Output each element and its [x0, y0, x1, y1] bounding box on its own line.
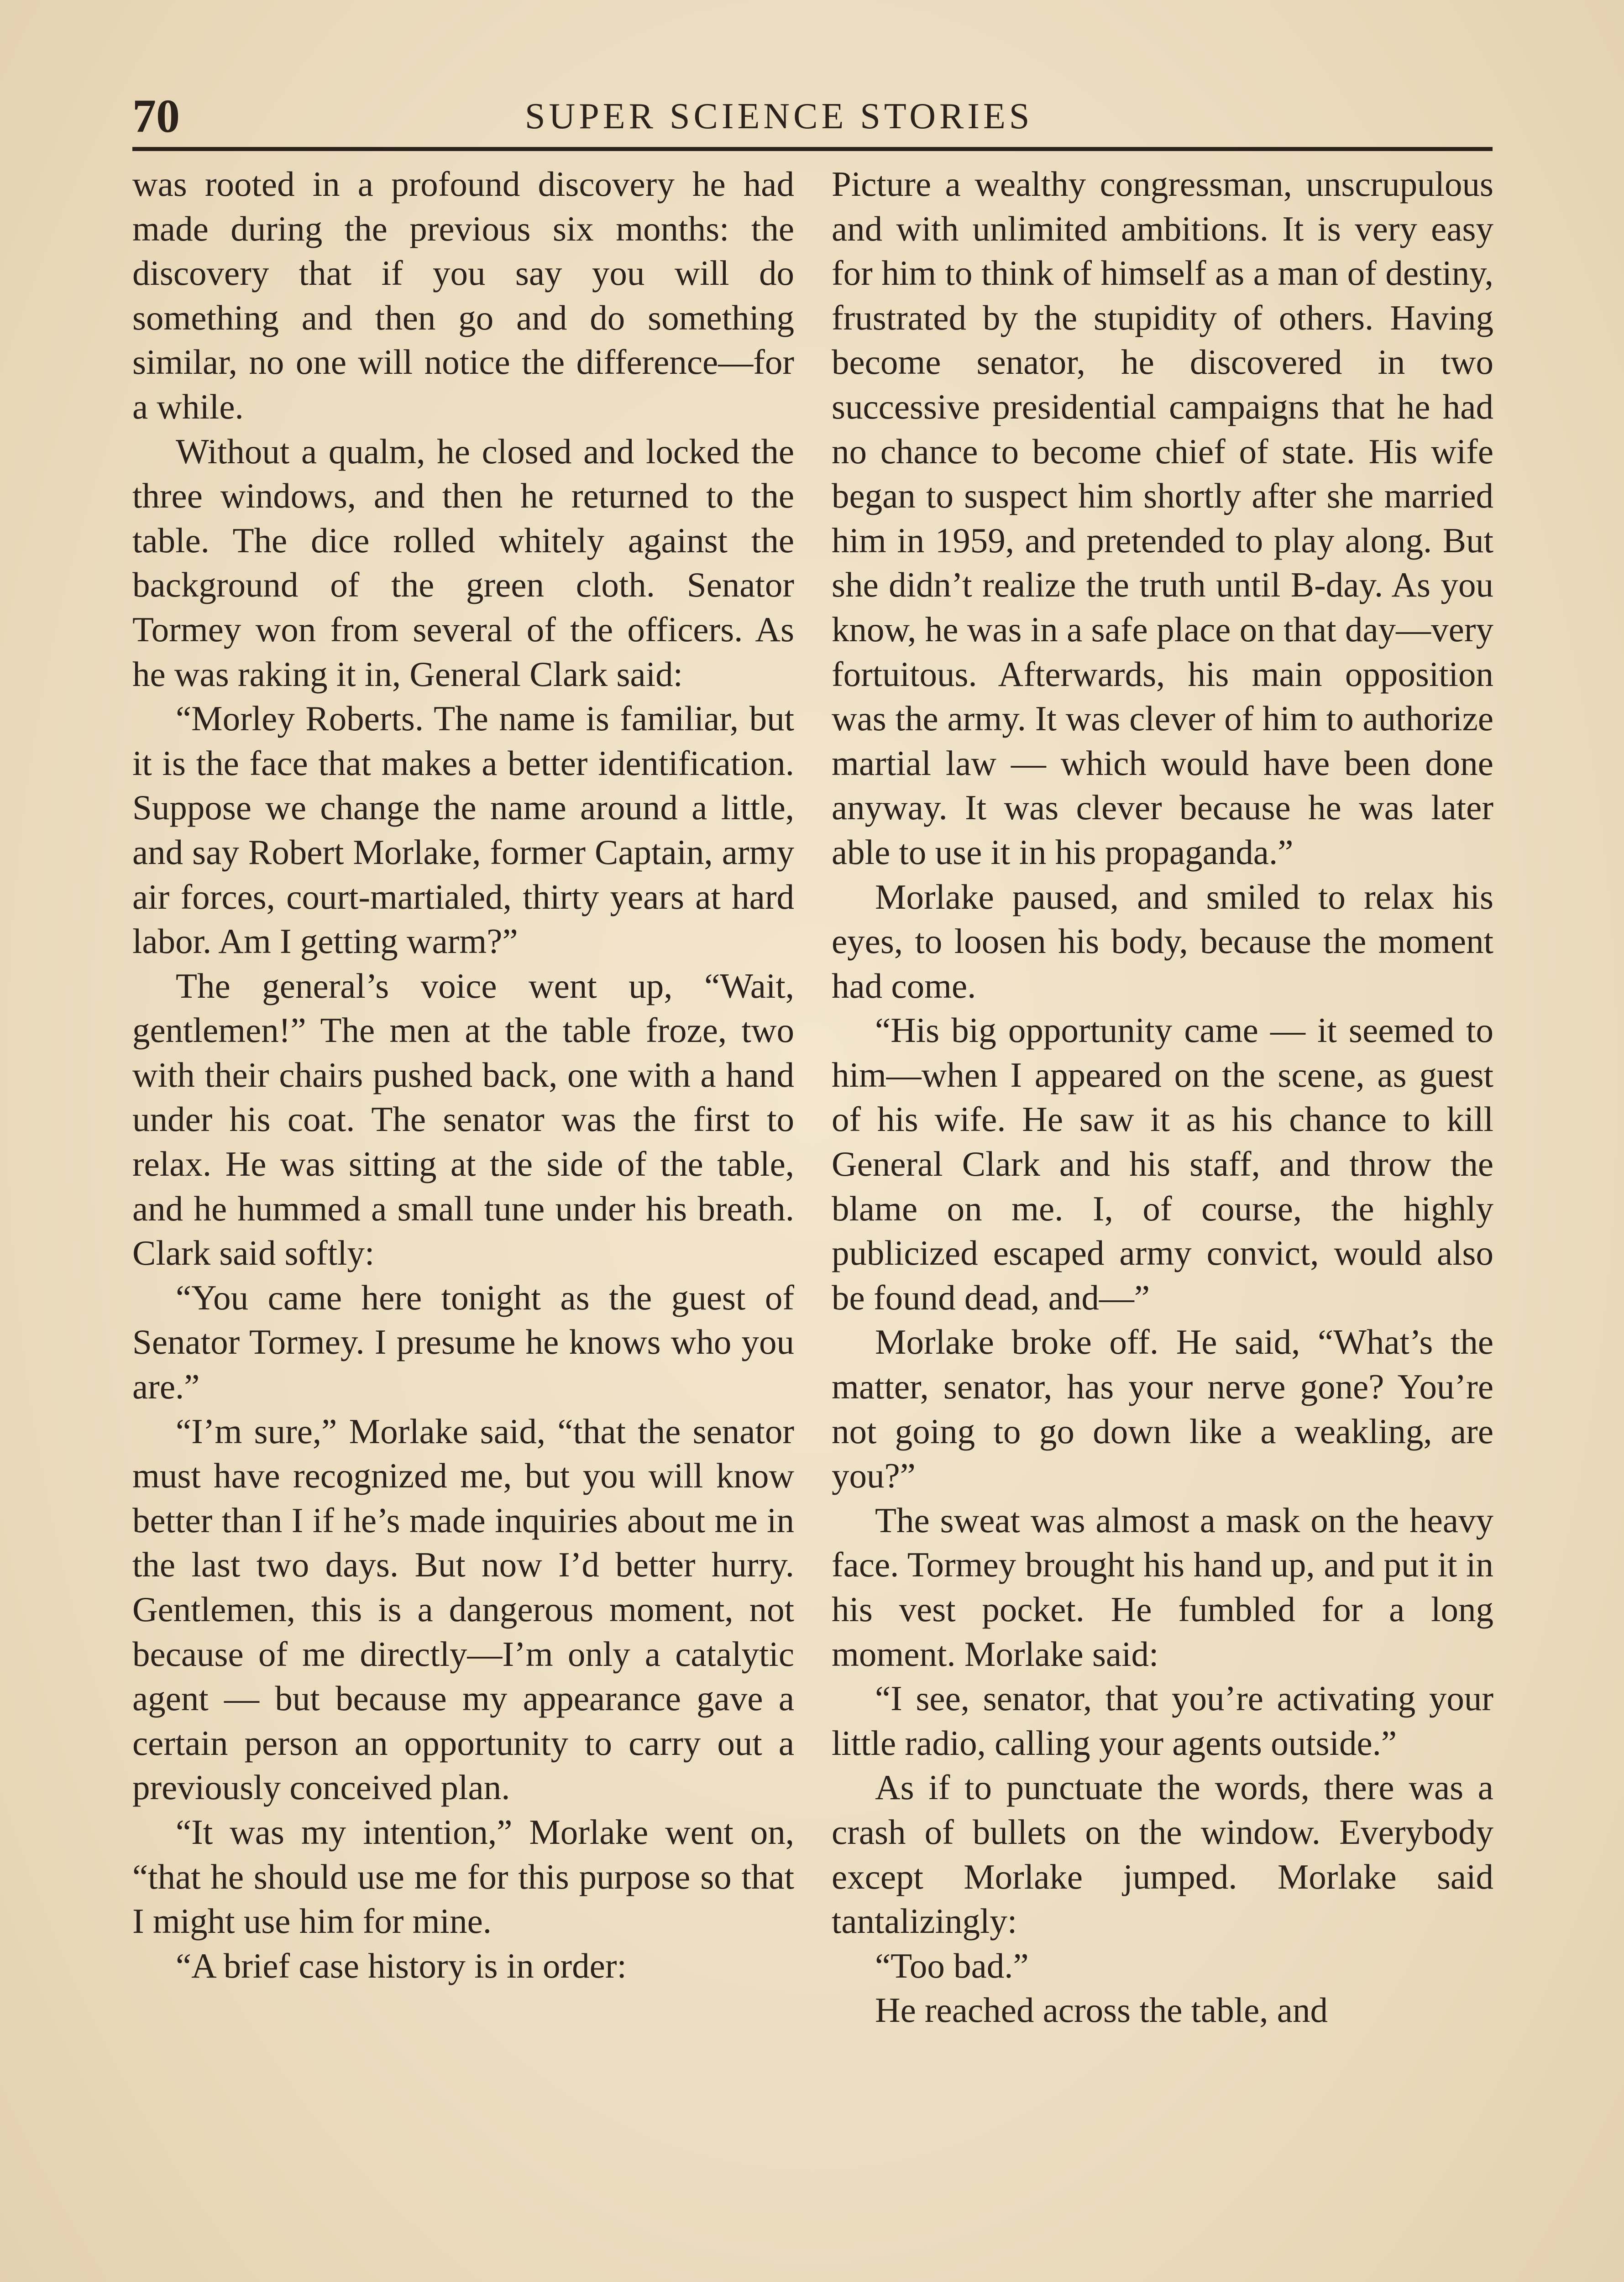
paragraph: “You came here tonight as the guest of Senator Tormey. I presume he knows who you are.”	[132, 1277, 794, 1407]
paragraph: Picture a wealthy congressman, unscrupulous and with unlimited ambitions. It is very easy for him to think of himself as a man of destiny, frustrated by the stupidity of others. Having become senator, he discovered in two successive presidential campaigns that he had no chance to become chief of state. His wife began to suspect him shortly after she married him in 1959, and pretended to play along. But she didn’t realize the truth until B-day. As you know, he was in a safe place on that day—very fortuitous. Afterwards, his main opposition was the army. It was clever of him to authorize martial law — which would have been done anyway. It was clever because he was later able to use it in his propaganda.”	[832, 164, 1493, 872]
paragraph: “I’m sure,” Morlake said, “that the senator must have recognized me, but you will know better than I if he’s made inquiries about me in the last two days. But now I’d better hurry. Gentlemen, this is a dangerous moment, not because of me directly—I’m only a catalytic agent — but because my appearance gave a certain person an opportunity to carry out a previously conceived plan.	[132, 1411, 794, 1807]
running-title: SUPER SCIENCE STORIES	[525, 96, 1033, 136]
right-column	[832, 162, 1493, 2282]
paragraph: “Morley Roberts. The name is familiar, but it is the face that makes a better identification. Suppose we change the name around a little, and say Robert Morlake, former Captain, army air forces, court-martialed, thirty years at hard labor. Am I getting warm?”	[132, 699, 794, 961]
header-rule	[132, 147, 1493, 151]
paragraph: As if to punctuate the words, there was a crash of bullets on the window. Everybody except Morlake jumped. Morlake said tantalizingly:	[832, 1768, 1493, 1941]
paragraph: “A brief case history is in order:	[176, 1946, 627, 1985]
paragraph: was rooted in a profound discovery he had made during the previous six months: the discovery that if you say you will do something and then go and do something similar, no one will notice the difference—for a while.	[132, 164, 794, 426]
paragraph: The general’s voice went up, “Wait, gentlemen!” The men at the table froze, two with their chairs pushed back, one with a hand under his coat. The senator was the first to relax. He was sitting at the side of the table, and he hummed a small tune under his breath. Clark said softly:	[132, 966, 794, 1273]
left-column	[132, 162, 794, 2282]
paragraph: Morlake broke off. He said, “What’s the matter, senator, has your nerve gone? You’re not going to go down like a weakling, are you?”	[832, 1322, 1493, 1496]
paragraph: He reached across the table, and	[875, 1990, 1328, 2030]
paragraph: Morlake paused, and smiled to relax his eyes, to loosen his body, because the moment had come.	[832, 877, 1493, 1005]
page-number: 70	[132, 90, 180, 142]
paragraph: Without a qualm, he closed and locked the three windows, and then he returned to the table. The dice rolled whitely against the background of the green cloth. Senator Tormey won from several of the officers. As he was raking it in, General Clark said:	[132, 431, 794, 694]
paragraph: “Too bad.”	[875, 1946, 1029, 1985]
paragraph: “It was my intention,” Morlake went on, “that he should use me for this purpose so that I might use him for mine.	[132, 1812, 794, 1941]
page-header	[132, 87, 1493, 146]
paragraph: “His big opportunity came — it seemed to him—when I appeared on the scene, as guest of his wife. He saw it as his chance to kill General Clark and his staff, and throw the blame on me. I, of course, the highly publicized escaped army convict, would also be found dead, and—”	[832, 1010, 1493, 1317]
paragraph: The sweat was almost a mask on the heavy face. Tormey brought his hand up, and put it in his vest pocket. He fumbled for a long moment. Morlake said:	[832, 1500, 1493, 1674]
paragraph: “I see, senator, that you’re activating your little radio, calling your agents outside.”	[832, 1679, 1493, 1763]
